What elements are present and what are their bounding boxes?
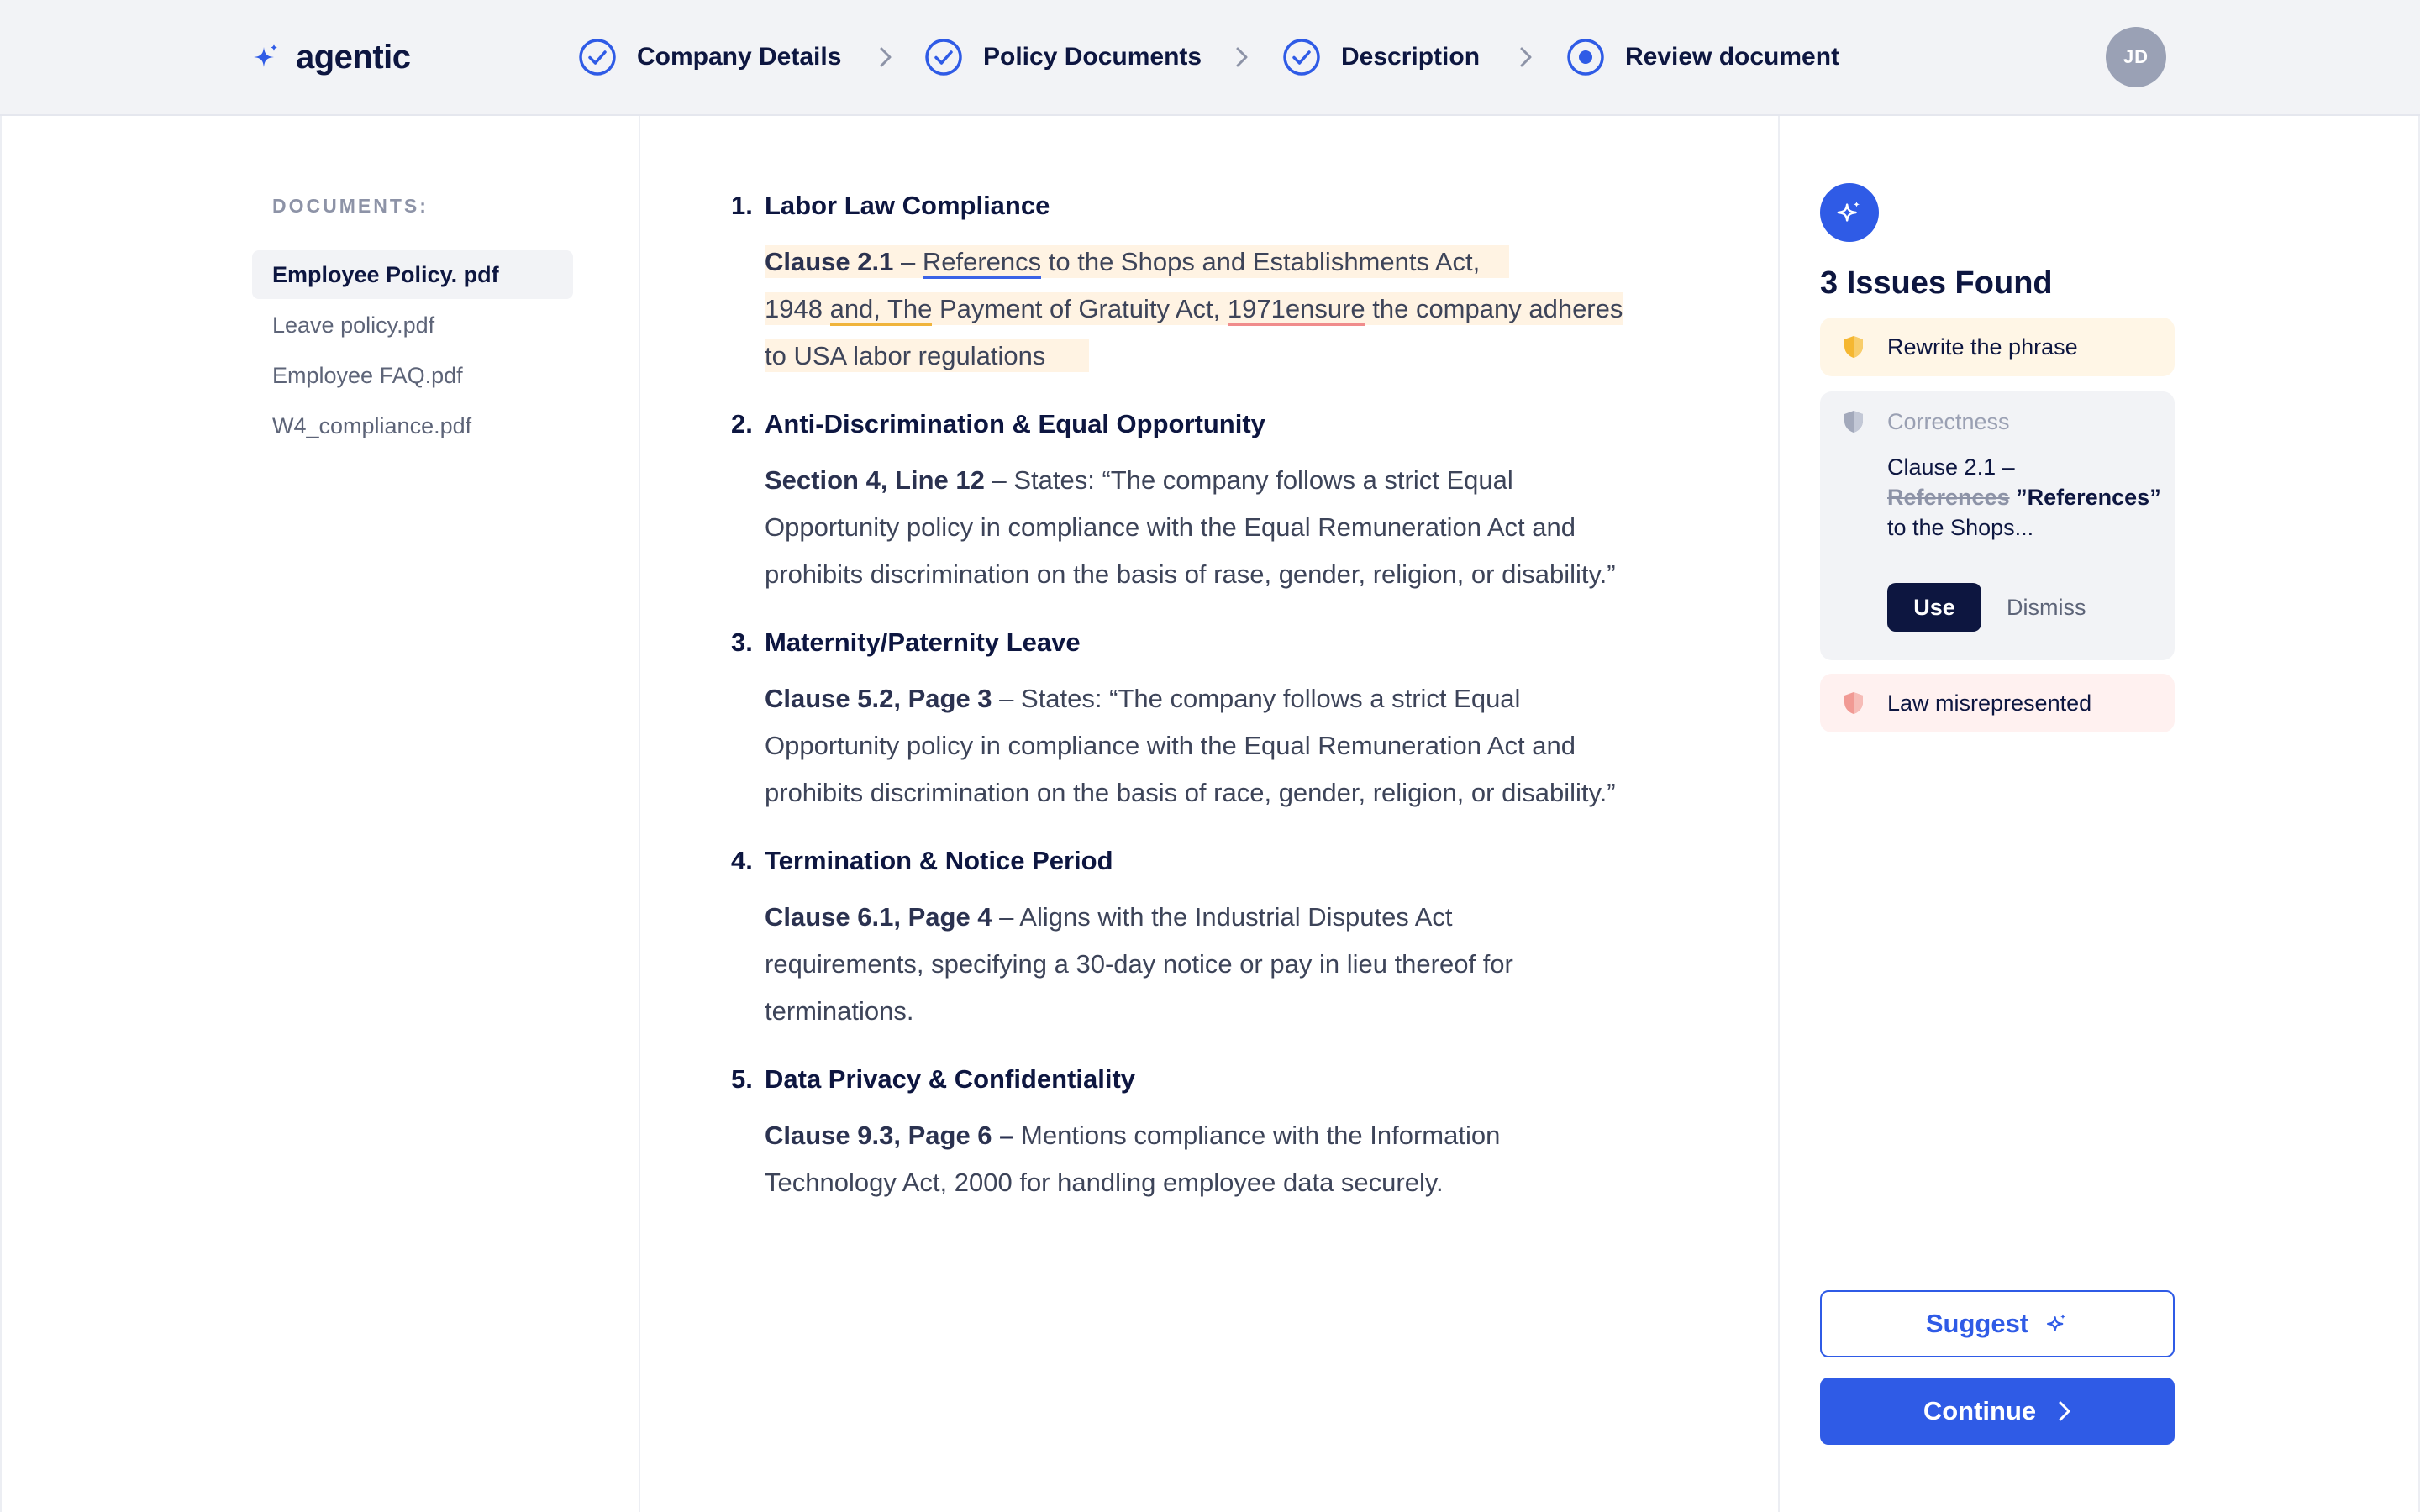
current-step-icon — [1566, 38, 1605, 76]
issue-label: Law misrepresented — [1887, 690, 2092, 716]
section-text: – States: “The company follows a strict Equal Opportunity policy in compliance with the Equal Remuneration Act and prohibits discrimination on the basis of race, gender, religion, or disability.” — [765, 684, 1616, 807]
document-viewer — [731, 186, 1655, 1231]
section-number: 4. — [731, 846, 753, 875]
app-logo[interactable] — [250, 37, 411, 77]
dismiss-suggestion-button[interactable]: Dismiss — [2007, 594, 2086, 620]
section-number: 2. — [731, 409, 753, 438]
check-circle-icon — [578, 38, 617, 76]
issue-correctness[interactable] — [1820, 391, 2175, 660]
section-title: Maternity/Paternity Leave — [765, 627, 1081, 657]
document-item-employee-faq[interactable]: Employee FAQ.pdf — [272, 362, 463, 388]
suggestion-new: ”References” — [2016, 485, 2161, 510]
section-body — [765, 457, 1622, 598]
text-run: Payment of Gratuity Act, — [932, 294, 1228, 323]
text-run: the company adheres — [1365, 294, 1623, 323]
step-label: Policy Documents — [983, 43, 1202, 71]
text-run: to USA labor regulations — [765, 341, 1046, 370]
ai-assistant-badge — [1820, 183, 1879, 242]
top-bar — [0, 0, 2420, 116]
user-avatar[interactable]: JD — [2106, 27, 2166, 87]
shield-icon — [1842, 690, 1865, 716]
section-body — [765, 239, 1655, 380]
documents-title: DOCUMENTS: — [272, 195, 429, 217]
sparkle-icon — [2045, 1312, 2069, 1336]
section-heading — [731, 623, 1655, 662]
highlighted-clause[interactable] — [765, 245, 1509, 278]
flagged-phrase[interactable]: 1971ensure — [1228, 294, 1365, 326]
issue-rewrite-phrase[interactable] — [1820, 318, 2175, 376]
flagged-phrase[interactable]: and, The — [830, 294, 933, 326]
clause-reference: Clause 6.1, Page 4 — [765, 902, 992, 932]
step-label: Review document — [1625, 43, 1840, 71]
section-text: – Aligns with the Industrial Disputes Act requirements, specifying a 30-day notice or pay in lieu thereof for terminations. — [765, 902, 1513, 1026]
check-circle-icon — [1282, 38, 1321, 76]
section-body — [765, 1112, 1605, 1206]
suggestion-prefix: Clause 2.1 – — [1887, 454, 2015, 480]
step-description[interactable] — [1282, 37, 1480, 77]
text-run: to the Shops and Establishments Act, — [1041, 247, 1481, 276]
continue-label: Continue — [1923, 1396, 2037, 1425]
issues-count-title: 3 Issues Found — [1820, 265, 2053, 301]
document-item-employee-policy[interactable]: Employee Policy. pdf — [252, 250, 573, 299]
clause-reference: Section 4, Line 12 — [765, 465, 985, 495]
chevron-right-icon — [1518, 44, 1534, 71]
clause-reference: Clause 2.1 — [765, 247, 894, 276]
chevron-right-icon — [877, 44, 894, 71]
check-circle-icon — [924, 38, 963, 76]
section-heading — [731, 186, 1655, 225]
issue-label: Correctness — [1887, 408, 2010, 434]
chevron-right-icon — [1234, 44, 1250, 71]
document-item-w4-compliance[interactable]: W4_compliance.pdf — [272, 412, 472, 438]
section-heading — [731, 1060, 1655, 1099]
issue-law-misrepresented[interactable] — [1820, 674, 2175, 732]
section-title: Anti-Discrimination & Equal Opportunity — [765, 409, 1265, 438]
suggestion-text — [1887, 452, 2165, 543]
flagged-word[interactable]: Referencs — [923, 247, 1041, 279]
suggest-button[interactable] — [1820, 1290, 2175, 1357]
document-item-leave-policy[interactable]: Leave policy.pdf — [272, 312, 435, 338]
shield-icon — [1842, 409, 1865, 434]
step-review-document[interactable] — [1566, 37, 1839, 77]
step-label: Company Details — [637, 43, 842, 71]
suggestion-suffix: to the Shops... — [1887, 515, 2034, 540]
use-suggestion-button[interactable]: Use — [1887, 583, 1981, 632]
section-number: 3. — [731, 627, 753, 657]
sparkle-icon — [250, 42, 281, 72]
section-text: – States: “The company follows a strict Equal Opportunity policy in compliance with the Equal Remuneration Act and prohibits discrimination on the basis of rase, gender, religion, or disability.” — [765, 465, 1616, 589]
app-name: agentic — [296, 38, 411, 76]
sparkle-icon — [1835, 198, 1864, 227]
section-title: Data Privacy & Confidentiality — [765, 1064, 1136, 1094]
continue-button[interactable] — [1820, 1378, 2175, 1445]
text-run: – — [893, 247, 923, 276]
section-number: 1. — [731, 191, 753, 220]
section-number: 5. — [731, 1064, 753, 1094]
shield-icon — [1842, 334, 1865, 360]
highlighted-clause[interactable] — [765, 339, 1089, 372]
text-run: 1948 — [765, 294, 830, 323]
step-company-details[interactable] — [578, 37, 841, 77]
section-body — [765, 894, 1605, 1035]
chevron-right-icon — [2058, 1400, 2071, 1422]
clause-reference: Clause 9.3, Page 6 – — [765, 1121, 1014, 1150]
highlighted-clause[interactable] — [765, 292, 1623, 325]
suggest-label: Suggest — [1925, 1309, 2029, 1338]
section-text: Mentions compliance with the Information Technology Act, 2000 for handling employee data securely. — [765, 1121, 1501, 1197]
issue-label: Rewrite the phrase — [1887, 333, 2078, 360]
section-heading — [731, 842, 1655, 880]
section-body — [765, 675, 1622, 816]
step-label: Description — [1341, 43, 1481, 71]
suggestion-old: References — [1887, 485, 2010, 510]
section-title: Termination & Notice Period — [765, 846, 1113, 875]
section-heading — [731, 405, 1655, 444]
clause-reference: Clause 5.2, Page 3 — [765, 684, 992, 713]
step-policy-documents[interactable] — [924, 37, 1202, 77]
section-title: Labor Law Compliance — [765, 191, 1050, 220]
